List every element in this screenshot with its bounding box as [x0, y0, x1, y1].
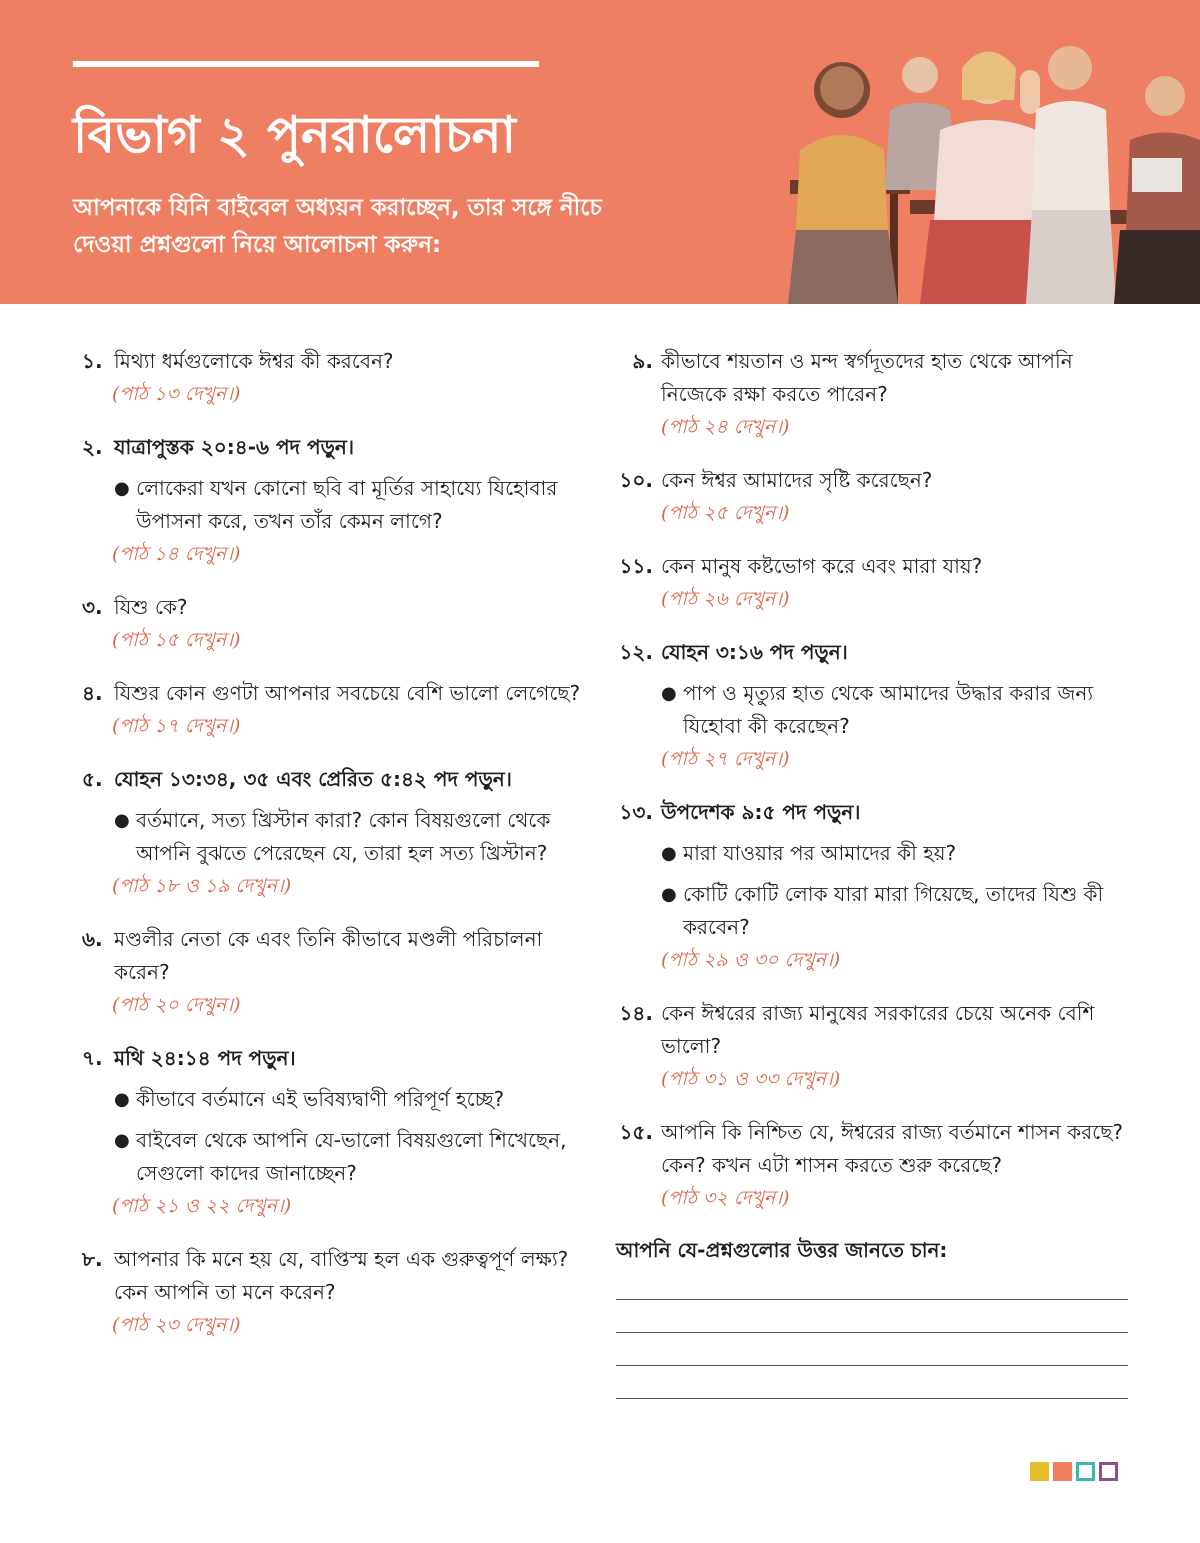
bullet-text: মারা যাওয়ার পর আমাদের কী হয়?: [683, 841, 957, 865]
question-text: যোহন ১৩:৩৪, ৩৫ এবং প্রেরিত ৫:৪২ পদ পড়ুন।: [114, 767, 512, 791]
questions-left-column: [82, 345, 582, 1362]
question-9: [616, 345, 1136, 444]
question-number: ১৫.: [619, 1120, 653, 1144]
question-number: ৯.: [632, 349, 653, 373]
question-15: [616, 1116, 1136, 1215]
question-3: [82, 591, 582, 657]
question-14: [616, 997, 1136, 1096]
bullet-text: লোকেরা যখন কোনো ছবি বা মূর্তির সাহায্যে যিহোবার উপাসনা করে, তখন তাঁর কেমন লাগে?: [136, 476, 558, 533]
question-text: কেন মানুষ কষ্টভোগ করে এবং মারা যায়?: [661, 554, 983, 578]
question-text: মিথ্যা ধর্মগুলোকে ঈশ্বর কী করবেন?: [114, 349, 394, 373]
page-title: বিভাগ ২ পুনরালোচনা: [73, 106, 516, 164]
questions-right-column: [616, 345, 1136, 1399]
question-7: [82, 1042, 582, 1223]
question-12: [616, 636, 1136, 776]
lesson-reference: (পাঠ ১৪ দেখুন।): [112, 543, 241, 565]
bullet-dot: ●: [661, 843, 677, 864]
people-illustration: [770, 30, 1200, 304]
color-squares-decoration: [1030, 1462, 1122, 1481]
question-text: মণ্ডলীর নেতা কে এবং তিনি কীভাবে মণ্ডলী পরিচালনা করেন?: [114, 927, 543, 984]
lesson-reference: (পাঠ ২৯ ও ৩০ দেখুন।): [661, 949, 841, 971]
question-text: আপনি কি নিশ্চিত যে, ঈশ্বরের রাজ্য বর্তমানে শাসন করছে? কেন? কখন এটা শাসন করতে শুরু করেছে?: [661, 1120, 1123, 1177]
bullet-text: বর্তমানে, সত্য খ্রিস্টান কারা? কোন বিষয়গুলো থেকে আপনি বুঝতে পেরেছেন যে, তারা হল সত্য খ্রিস্টান?: [136, 808, 551, 865]
lesson-reference: (পাঠ ২৪ দেখুন।): [661, 416, 790, 438]
lesson-reference: (পাঠ ৩২ দেখুন।): [661, 1187, 790, 1209]
bullet-text: পাপ ও মৃত্যুর হাত থেকে আমাদের উদ্ধার করার জন্য যিহোবা কী করেছেন?: [683, 681, 1094, 738]
question-number: ২.: [82, 435, 103, 459]
bullet-dot: ●: [661, 884, 677, 905]
answer-line[interactable]: [616, 1398, 1128, 1399]
question-number: ৪.: [82, 681, 103, 705]
question-text: কেন ঈশ্বর আমাদের সৃষ্টি করেছেন?: [661, 468, 933, 492]
question-13: [616, 796, 1136, 977]
question-text: কেন ঈশ্বরের রাজ্য মানুষের সরকারের চেয়ে অনেক বেশি ভালো?: [661, 1001, 1095, 1058]
question-number: ১৩.: [619, 800, 653, 824]
question-number: ৫.: [82, 767, 103, 791]
question-number: ১০.: [619, 468, 653, 492]
bullet-dot: ●: [114, 810, 130, 831]
question-4: [82, 677, 582, 743]
yellow-square: [1030, 1462, 1049, 1481]
lesson-reference: (পাঠ ৩১ ও ৩৩ দেখুন।): [661, 1068, 841, 1090]
question-1: [82, 345, 582, 411]
bullet-text: কীভাবে বর্তমানে এই ভবিষ্যদ্বাণী পরিপূর্ণ হচ্ছে?: [136, 1087, 505, 1111]
header-banner: [0, 0, 1200, 304]
lesson-reference: (পাঠ ১৭ দেখুন।): [112, 715, 241, 737]
bullet-dot: ●: [114, 478, 130, 499]
question-10: [616, 464, 1136, 530]
lesson-reference: (পাঠ ২৫ দেখুন।): [661, 502, 790, 524]
question-text: মথি ২৪:১৪ পদ পড়ুন।: [114, 1046, 296, 1070]
lesson-reference: (পাঠ ২৭ দেখুন।): [661, 748, 790, 770]
bullet-text: কোটি কোটি লোক যারা মারা গিয়েছে, তাদের যিশু কী করবেন?: [683, 882, 1104, 939]
purple-outline-square: [1099, 1462, 1118, 1481]
lesson-reference: (পাঠ ১৩ দেখুন।): [112, 383, 241, 405]
question-number: ৭.: [82, 1046, 103, 1070]
question-text: যিশুর কোন গুণটা আপনার সবচেয়ে বেশি ভালো লেগেছে?: [114, 681, 581, 705]
question-5: [82, 763, 582, 903]
your-questions-heading: আপনি যে-প্রশ্নগুলোর উত্তর জানতে চান:: [616, 1238, 948, 1262]
bullet-dot: ●: [661, 683, 677, 704]
title-rule: [73, 61, 539, 67]
question-text: যোহন ৩:১৬ পদ পড়ুন।: [661, 640, 848, 664]
question-text: আপনার কি মনে হয় যে, বাপ্তিস্ম হল এক গুরুত্বপূর্ণ লক্ষ্য? কেন আপনি তা মনে করেন?: [114, 1247, 569, 1304]
page-subtitle: আপনাকে যিনি বাইবেল অধ্যয়ন করাচ্ছেন, তার সঙ্গে নীচে দেওয়া প্রশ্নগুলো নিয়ে আলোচনা করুন:: [73, 195, 602, 258]
question-2: [82, 431, 582, 571]
lesson-reference: (পাঠ ২০ দেখুন।): [112, 994, 241, 1016]
question-number: ৩.: [82, 595, 103, 619]
question-text: কীভাবে শয়তান ও মন্দ স্বর্গদূতদের হাত থেকে আপনি নিজেকে রক্ষা করতে পারেন?: [661, 349, 1073, 406]
lesson-reference: (পাঠ ১৫ দেখুন।): [112, 629, 241, 651]
question-6: [82, 923, 582, 1022]
lesson-reference: (পাঠ ২৬ দেখুন।): [661, 588, 790, 610]
question-number: ৬.: [82, 927, 103, 951]
question-number: ১২.: [619, 640, 653, 664]
question-text: যাত্রাপুস্তক ২০:৪-৬ পদ পড়ুন।: [114, 435, 354, 459]
question-text: উপদেশক ৯:৫ পদ পড়ুন।: [661, 800, 861, 824]
question-number: ১.: [82, 349, 103, 373]
question-8: [82, 1243, 582, 1342]
lesson-reference: (পাঠ ১৮ ও ১৯ দেখুন।): [112, 875, 292, 897]
lesson-reference: (পাঠ ২১ ও ২২ দেখুন।): [112, 1195, 292, 1217]
teal-outline-square: [1076, 1462, 1095, 1481]
bullet-dot: ●: [114, 1089, 130, 1110]
question-number: ১৪.: [619, 1001, 653, 1025]
question-11: [616, 550, 1136, 616]
bullet-dot: ●: [114, 1130, 130, 1151]
lesson-reference: (পাঠ ২৩ দেখুন।): [112, 1314, 241, 1336]
orange-square: [1053, 1462, 1072, 1481]
question-text: যিশু কে?: [114, 595, 188, 619]
question-number: ৮.: [82, 1247, 103, 1271]
bullet-text: বাইবেল থেকে আপনি যে-ভালো বিষয়গুলো শিখেছেন, সেগুলো কাদের জানাচ্ছেন?: [136, 1128, 567, 1185]
question-number: ১১.: [619, 554, 653, 578]
